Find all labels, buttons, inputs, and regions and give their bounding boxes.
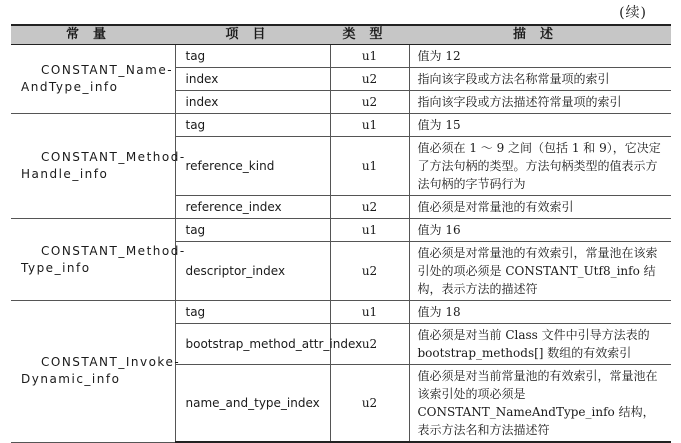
description-cell: 指向该字段或方法描述符常量项的索引 bbox=[409, 91, 671, 114]
item-cell: tag bbox=[175, 301, 330, 324]
type-cell: u1 bbox=[330, 45, 409, 68]
header-row bbox=[11, 25, 671, 45]
type-cell: u2 bbox=[330, 324, 409, 365]
item-cell: tag bbox=[175, 45, 330, 68]
constant-name-line: Dynamic_info bbox=[21, 372, 121, 387]
type-cell: u2 bbox=[330, 91, 409, 114]
item-cell: index bbox=[175, 68, 330, 91]
constant-pool-table bbox=[11, 24, 671, 443]
description-cell: 值为 16 bbox=[409, 219, 671, 242]
description-cell: 值为 18 bbox=[409, 301, 671, 324]
description-cell: 值必须是对常量池的有效索引，常量池在该索引处的项必须是 CONSTANT_Utf8_info 结构，表示方法的描述符 bbox=[409, 242, 671, 301]
constant-name-line: CONSTANT_Invoke- bbox=[41, 355, 181, 370]
header-description: 描述 bbox=[409, 25, 671, 45]
constant-name-methodhandle bbox=[11, 114, 186, 219]
description-cell: 值必须在 1 ～ 9 之间（包括 1 和 9），它决定了方法句柄的类型。方法句柄类型的值表示方法句柄的字节码行为 bbox=[409, 137, 671, 196]
constant-name-line: Type_info bbox=[21, 260, 91, 275]
continued-label: (续) bbox=[619, 5, 647, 21]
constant-name-line: CONSTANT_Method- bbox=[41, 243, 186, 258]
constant-name-line: AndType_info bbox=[21, 80, 119, 94]
header-item: 项目 bbox=[175, 25, 330, 45]
type-cell: u1 bbox=[330, 114, 409, 137]
table-row bbox=[11, 114, 671, 137]
type-cell: u1 bbox=[330, 301, 409, 324]
header-constant: 常量 bbox=[11, 25, 175, 45]
description-cell: 值为 12 bbox=[409, 45, 671, 68]
item-cell: tag bbox=[175, 114, 330, 137]
type-cell: u2 bbox=[330, 68, 409, 91]
constant-name-line: CONSTANT_Method- bbox=[41, 150, 186, 164]
constant-name-line: Handle_info bbox=[21, 167, 109, 181]
item-cell: tag bbox=[175, 219, 330, 242]
item-cell: index bbox=[175, 91, 330, 114]
item-cell: reference_index bbox=[175, 196, 330, 219]
table-row bbox=[11, 219, 671, 242]
constant-name-line: CONSTANT_Name- bbox=[41, 63, 174, 77]
description-cell: 值必须是对常量池的有效索引 bbox=[409, 196, 671, 219]
type-cell: u1 bbox=[330, 219, 409, 242]
item-cell: descriptor_index bbox=[175, 242, 330, 301]
header-type: 类型 bbox=[330, 25, 409, 45]
constant-name-methodtype bbox=[11, 219, 186, 301]
item-cell: name_and_type_index bbox=[175, 365, 330, 443]
item-cell: reference_kind bbox=[175, 137, 330, 196]
type-cell: u2 bbox=[330, 196, 409, 219]
item-cell: bootstrap_method_attr_index bbox=[175, 324, 330, 365]
table-row bbox=[11, 301, 671, 324]
constant-name-nameandtype bbox=[11, 45, 175, 114]
table-row bbox=[11, 45, 671, 68]
type-cell: u2 bbox=[330, 242, 409, 301]
description-cell: 值必须是对当前 Class 文件中引导方法表的 bootstrap_methods[] 数组的有效索引 bbox=[409, 324, 671, 365]
description-cell: 指向该字段或方法名称常量项的索引 bbox=[409, 68, 671, 91]
description-cell: 值为 15 bbox=[409, 114, 671, 137]
description-cell: 值必须是对当前常量池的有效索引，常量池在该索引处的项必须是 CONSTANT_NameAndType_info 结构，表示方法名和方法描述符 bbox=[409, 365, 671, 443]
type-cell: u2 bbox=[330, 365, 409, 443]
constant-name-invokedynamic bbox=[11, 301, 181, 443]
type-cell: u1 bbox=[330, 137, 409, 196]
